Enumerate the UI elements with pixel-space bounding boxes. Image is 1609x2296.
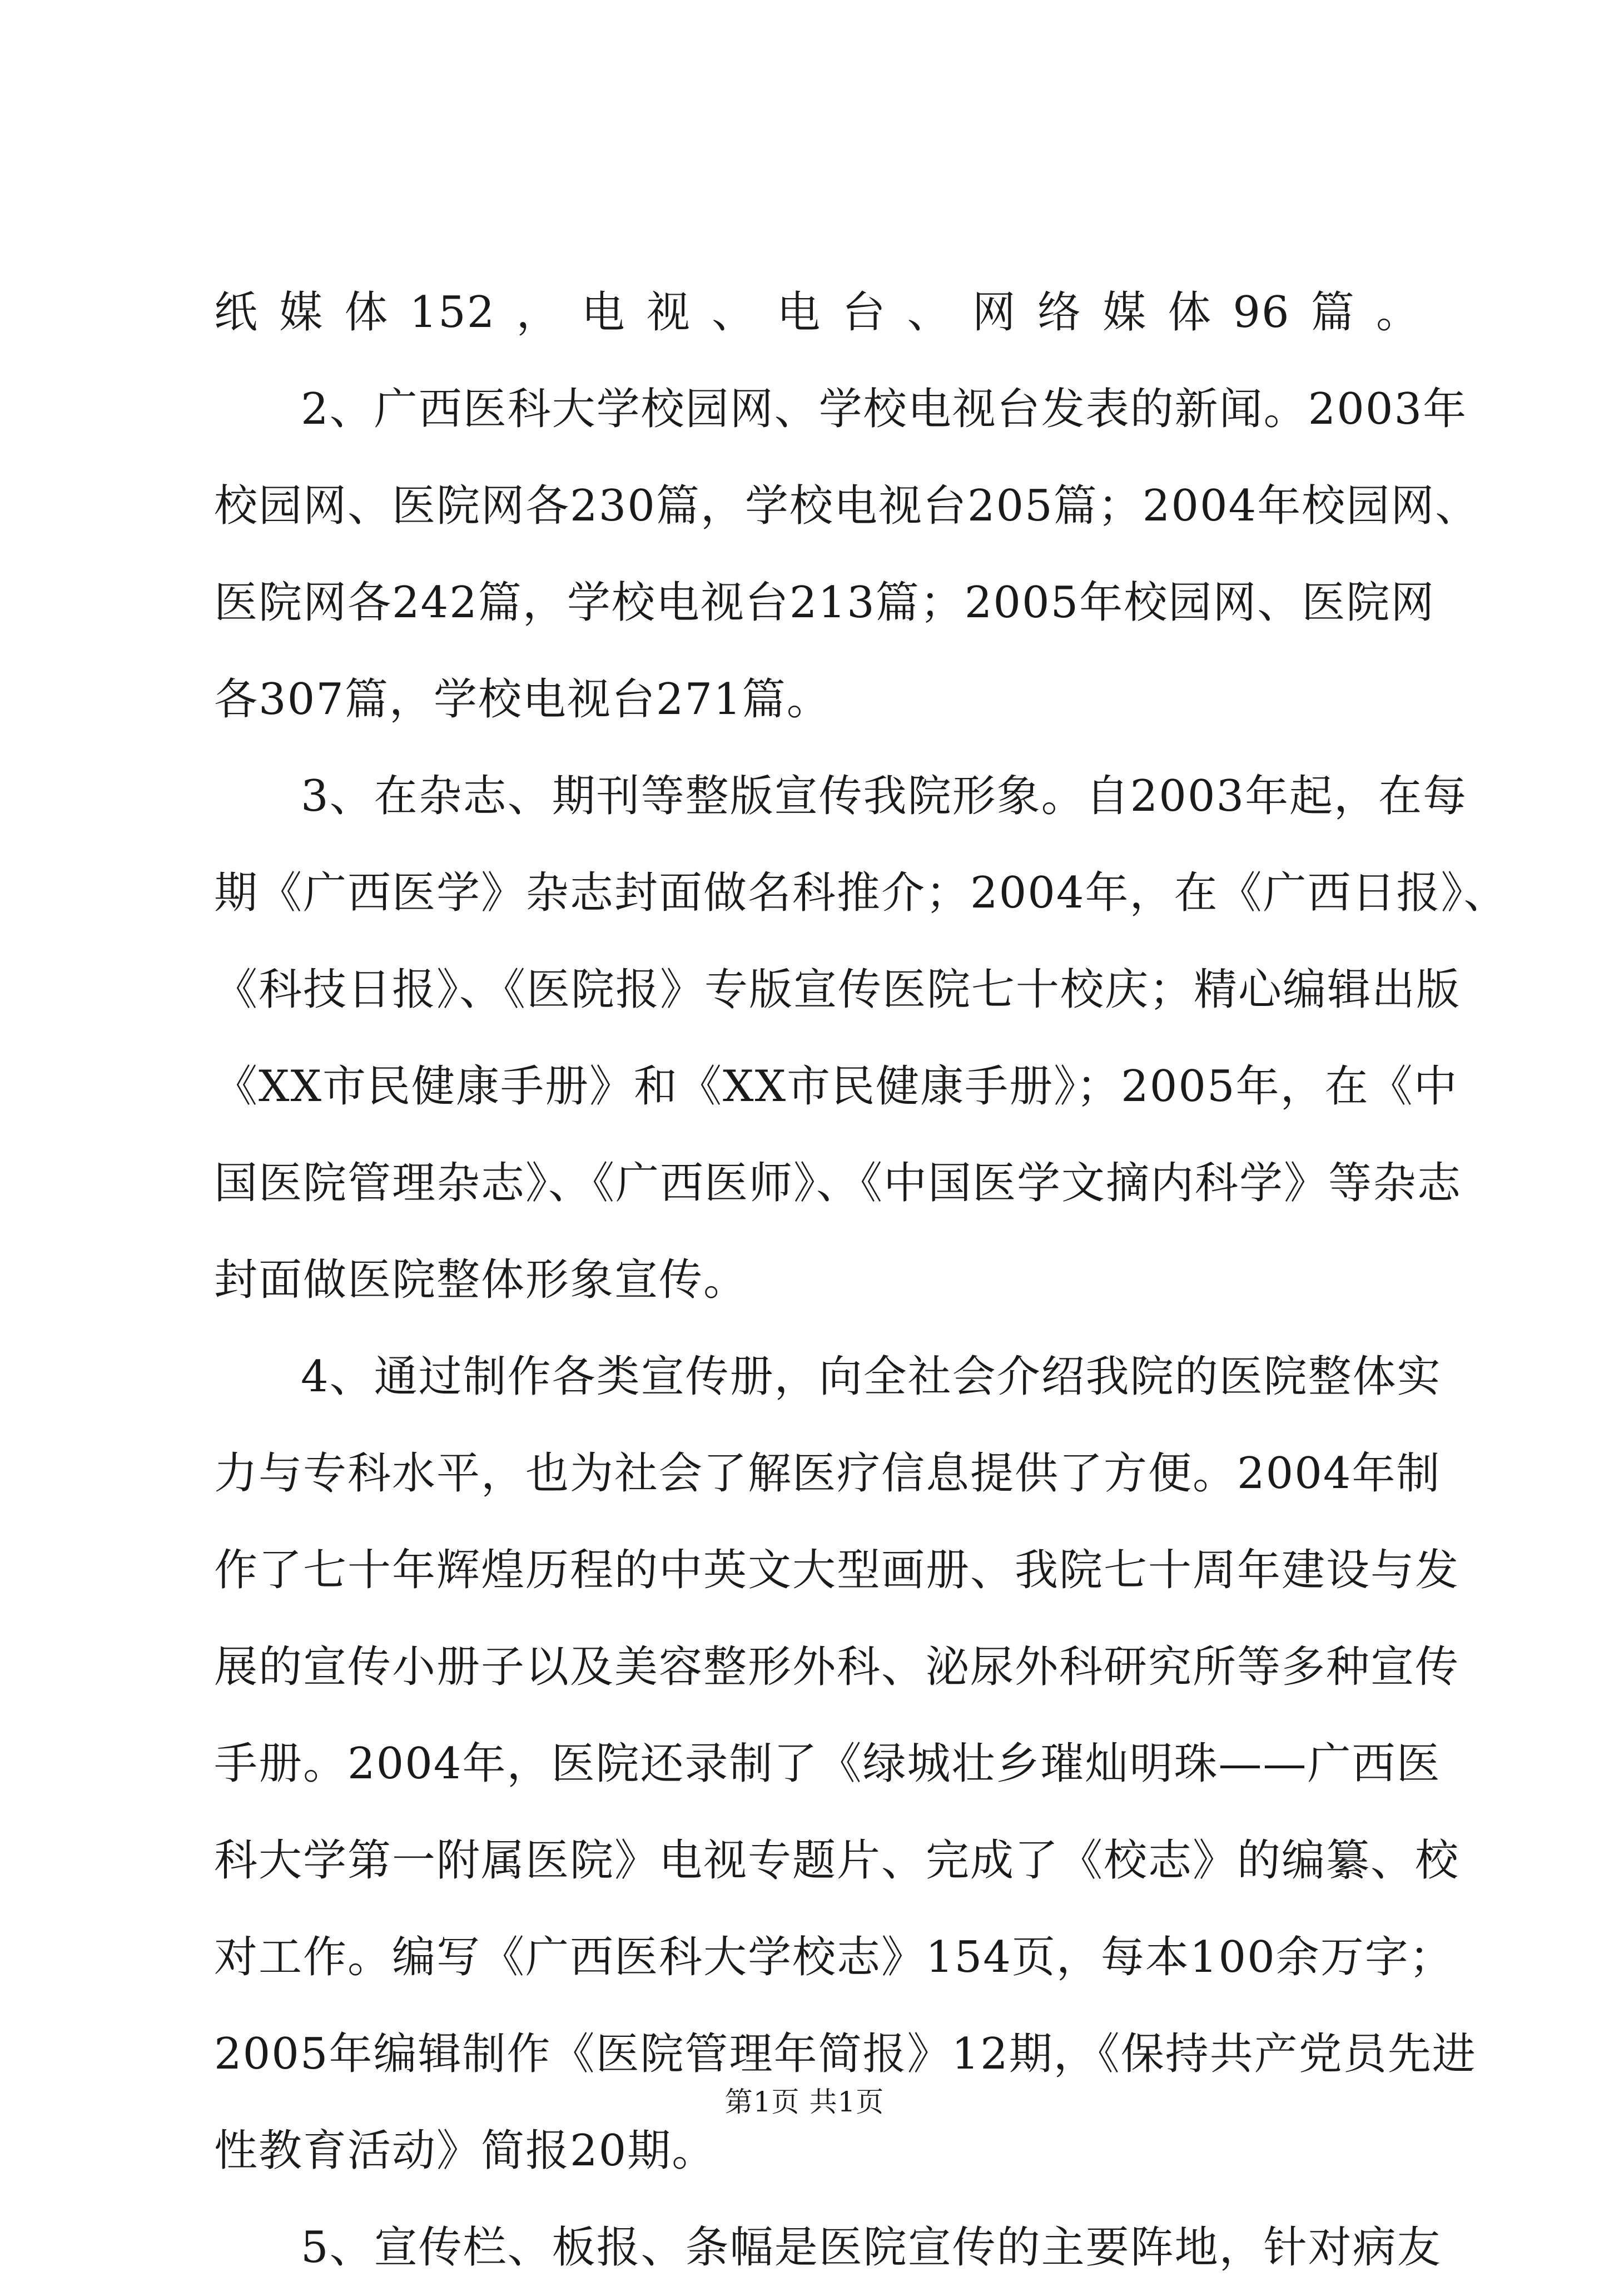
text-line: 作了七十年辉煌历程的中英文大型画册、我院七十周年建设与发	[214, 1545, 1460, 1595]
text-line: 医院网各242篇，学校电视台213篇；2005年校园网、医院网	[214, 578, 1436, 628]
text-line: 科大学第一附属医院》电视专题片、完成了《校志》的编纂、校	[214, 1836, 1460, 1886]
text-line: 展的宣传小册子以及美容整形外科、泌尿外科研究所等多种宣传	[214, 1642, 1460, 1692]
text-line: 校园网、医院网各230篇，学校电视台205篇；2004年校园网、	[214, 481, 1480, 531]
text-line: 性教育活动》简报20期。	[214, 2126, 717, 2176]
text-line: 各307篇，学校电视台271篇。	[214, 675, 831, 725]
text-line: 纸媒体152，电视、电台、网络媒体96篇。	[214, 287, 1421, 338]
text-line: 力与专科水平，也为社会了解医疗信息提供了方便。2004年制	[214, 1449, 1441, 1499]
text-line: 对工作。编写《广西医科大学校志》154页，每本100余万字；	[214, 1932, 1454, 1982]
page-number-label: 第1页 共1页	[724, 2086, 885, 2118]
text-line: 手册。2004年，医院还录制了《绿城壮乡璀灿明珠——广西医	[214, 1739, 1441, 1789]
paragraph-5-first-line: 5、宣传栏、板报、条幅是医院宣传的主要阵地，针对病友	[301, 2223, 1442, 2273]
text-line: 国医院管理杂志》、《广西医师》、《中国医学文摘内科学》等杂志	[214, 1158, 1462, 1208]
text-line: 《科技日报》、《医院报》专版宣传医院七十校庆；精心编辑出版	[214, 965, 1461, 1015]
text-line: 期《广西医学》杂志封面做名科推介；2004年，在《广西日报》、	[214, 868, 1508, 918]
paragraph-2-first-line: 2、广西医科大学校园网、学校电视台发表的新闻。2003年	[301, 384, 1468, 434]
document-body	[214, 264, 1508, 2296]
paragraph-4-first-line: 4、通过制作各类宣传册，向全社会介绍我院的医院整体实	[301, 1352, 1442, 1402]
text-line: 封面做医院整体形象宣传。	[214, 1255, 748, 1305]
text-line: 《XX市民健康手册》和《XX市民健康手册》；2005年，在《中	[214, 1062, 1458, 1112]
text-line: 2005年编辑制作《医院管理年简报》12期，《保持共产党员先进	[214, 2029, 1477, 2079]
page-footer	[0, 2082, 1609, 2121]
paragraph-3-first-line: 3、在杂志、期刊等整版宣传我院形象。自2003年起，在每	[301, 771, 1468, 821]
